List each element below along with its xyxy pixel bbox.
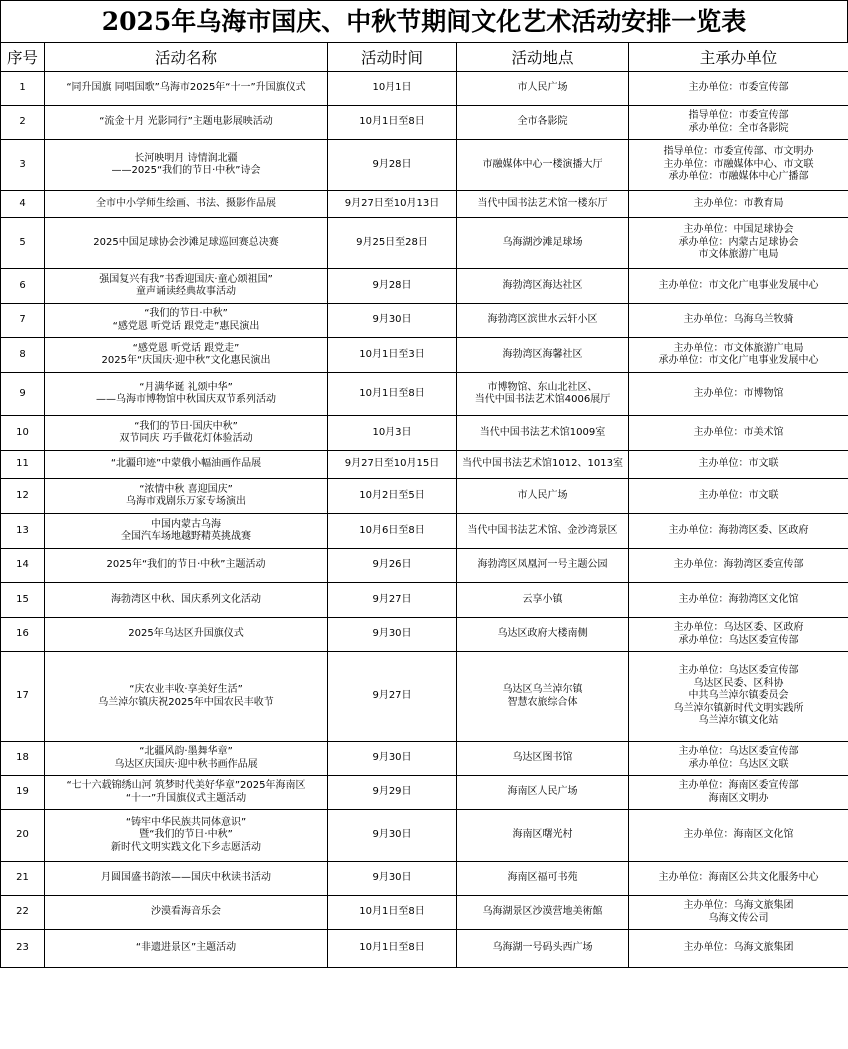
- org-line: 承办单位：全市各影院: [688, 122, 789, 134]
- table-row: [1, 451, 848, 479]
- place-line: 海勃湾区滨世水云轩小区: [487, 314, 598, 326]
- activity-name-cell: [45, 742, 328, 776]
- activity-name-cell: [45, 451, 328, 479]
- place-line: 海南区福可书苑: [507, 872, 578, 884]
- activity-name-cell: [45, 191, 328, 218]
- org-line: 主办单位：海南区公共文化服务中心: [658, 872, 819, 884]
- table-row: [1, 618, 848, 652]
- org-line: 主办单位：海勃湾区委宣传部: [673, 559, 804, 571]
- name-line: ——乌海市博物馆中秋国庆双节系列活动: [96, 394, 276, 405]
- activity-time-cell: 10月1日至8日: [328, 373, 457, 416]
- org-line: 主办单位：海勃湾区文化馆: [678, 593, 799, 605]
- row-number-cell: 5: [1, 218, 45, 269]
- org-line: 主办单位：乌达区委宣传部: [678, 746, 799, 757]
- row-number-cell: 11: [1, 451, 45, 479]
- org-line: 乌兰淖尔镇新时代文明实践所: [673, 702, 804, 714]
- place-line: 海南区人民广场: [507, 786, 578, 798]
- name-line: 沙漠看海音乐会: [151, 906, 221, 918]
- name-line: 乌兰淖尔镇庆祝2025年中国农民丰收节: [98, 696, 274, 708]
- place-line: 乌海湖沙滩足球场: [502, 236, 583, 248]
- row-number-cell: 17: [1, 652, 45, 742]
- activity-name-cell: [45, 416, 328, 451]
- row-number-cell: 8: [1, 338, 45, 373]
- place-line: 市博物馆、东山北社区、: [487, 381, 598, 393]
- org-line: 主办单位：乌海文旅集团: [683, 900, 794, 911]
- place-line: 乌海湖景区沙漠营地美術館: [482, 906, 603, 918]
- activity-time-cell: 10月1日: [328, 72, 457, 106]
- activity-place-cell: [457, 896, 629, 930]
- activity-name-cell: [45, 514, 328, 549]
- name-line: “流金十月 光影同行”主题电影展映活动: [99, 116, 273, 128]
- organizer-cell: [629, 583, 848, 618]
- organizer-cell: [629, 930, 848, 968]
- name-line: ——2025“我们的节日·中秋”诗会: [111, 165, 261, 176]
- activity-place-cell: [457, 416, 629, 451]
- row-number-cell: 21: [1, 862, 45, 896]
- activity-name-cell: [45, 618, 328, 652]
- place-line: 当代中国书法艺术馆、金沙湾景区: [467, 524, 618, 536]
- activity-name-cell: [45, 810, 328, 862]
- activity-place-cell: [457, 549, 629, 583]
- activity-name-cell: [45, 373, 328, 416]
- table-row: [1, 218, 848, 269]
- activity-name-cell: [45, 338, 328, 373]
- activity-time-cell: 9月30日: [328, 618, 457, 652]
- table-title: 2025年乌海市国庆、中秋节期间文化艺术活动安排一览表: [0, 0, 848, 42]
- org-line: 主办单位：市文化广电事业发展中心: [658, 279, 819, 291]
- organizer-cell: [629, 140, 848, 191]
- row-number-cell: 18: [1, 742, 45, 776]
- org-line: 主办单位：海勃湾区委、区政府: [668, 524, 809, 536]
- place-line: 当代中国书法艺术馆一楼东厅: [477, 197, 608, 209]
- name-line: 双节同庆 巧手做花灯体验活动: [119, 433, 253, 444]
- activity-time-cell: 9月30日: [328, 810, 457, 862]
- table-row: [1, 416, 848, 451]
- activity-name-cell: [45, 479, 328, 514]
- activity-time-cell: 9月29日: [328, 776, 457, 810]
- table-row: [1, 810, 848, 862]
- organizer-cell: [629, 862, 848, 896]
- row-number-cell: 22: [1, 896, 45, 930]
- activity-time-cell: 9月28日: [328, 269, 457, 304]
- activity-time-cell: 9月26日: [328, 549, 457, 583]
- place-line: 全市各影院: [517, 116, 568, 128]
- name-line: 2025年乌达区升国旗仪式: [128, 628, 244, 640]
- name-line: “庆农业丰收·享美好生活”: [129, 684, 243, 695]
- table-row: [1, 930, 848, 968]
- table-row: [1, 514, 848, 549]
- activity-place-cell: [457, 218, 629, 269]
- organizer-cell: [629, 451, 848, 479]
- organizer-cell: [629, 549, 848, 583]
- name-line: 海勃湾区中秋、国庆系列文化活动: [111, 593, 261, 605]
- org-line: 主办单位：市教育局: [693, 197, 784, 209]
- organizer-cell: [629, 373, 848, 416]
- activity-place-cell: [457, 451, 629, 479]
- activity-time-cell: 9月28日: [328, 140, 457, 191]
- organizer-cell: [629, 514, 848, 549]
- name-line: “十一”升国旗仪式主题活动: [125, 792, 247, 804]
- table-row: [1, 338, 848, 373]
- org-line: 主办单位：乌达区委宣传部: [678, 665, 799, 677]
- place-line: 乌达区乌兰淖尔镇: [502, 684, 583, 695]
- row-number-cell: 23: [1, 930, 45, 968]
- header-number: 序号: [1, 43, 45, 72]
- activity-place-cell: [457, 930, 629, 968]
- row-number-cell: 12: [1, 479, 45, 514]
- header-activity-name: 活动名称: [45, 43, 328, 72]
- org-line: 市文体旅游广电局: [698, 249, 779, 261]
- activity-name-cell: [45, 218, 328, 269]
- org-line: 海南区文明办: [708, 792, 769, 804]
- row-number-cell: 6: [1, 269, 45, 304]
- table-row: [1, 862, 848, 896]
- name-line: 月圆国盛书韵浓——国庆中秋读书活动: [101, 872, 271, 884]
- activity-place-cell: [457, 618, 629, 652]
- header-activity-place: 活动地点: [457, 43, 629, 72]
- row-number-cell: 13: [1, 514, 45, 549]
- activity-place-cell: [457, 373, 629, 416]
- org-line: 主办单位：乌海文旅集团: [683, 942, 794, 954]
- organizer-cell: [629, 416, 848, 451]
- name-line: 强国复兴有我”书香迎国庆·童心颂祖国”: [99, 273, 273, 285]
- table-row: [1, 304, 848, 338]
- name-line: “七十六载锦绣山河 筑梦时代美好华章”2025年海南区: [66, 780, 306, 791]
- org-line: 主办单位：乌达区委、区政府: [673, 622, 804, 633]
- table-row: [1, 373, 848, 416]
- activity-place-cell: [457, 810, 629, 862]
- name-line: 乌达区庆国庆·迎中秋书画作品展: [114, 758, 258, 770]
- activity-time-cell: 10月1日至3日: [328, 338, 457, 373]
- name-line: 乌海市戏剧乐万家专场演出: [126, 496, 246, 507]
- name-line: 2025年“我们的节日·中秋”主题活动: [106, 559, 266, 571]
- place-line: 海勃湾区海馨社区: [502, 348, 583, 360]
- org-line: 乌海文传公司: [708, 912, 769, 924]
- activity-place-cell: [457, 479, 629, 514]
- row-number-cell: 16: [1, 618, 45, 652]
- table-body: [1, 72, 848, 968]
- org-line: 主办单位：市委宣传部: [688, 82, 789, 94]
- activity-name-cell: [45, 652, 328, 742]
- table-row: [1, 72, 848, 106]
- table-row: [1, 479, 848, 514]
- org-line: 主办单位：乌海乌兰牧骑: [683, 314, 794, 326]
- org-line: 承办单位：乌达区文联: [688, 758, 789, 770]
- activity-time-cell: 9月25日至28日: [328, 218, 457, 269]
- activity-time-cell: 10月1日至8日: [328, 896, 457, 930]
- activity-place-cell: [457, 140, 629, 191]
- organizer-cell: [629, 652, 848, 742]
- place-line: 当代中国书法艺术馆1009室: [479, 426, 606, 438]
- name-line: “感党恩 听党话 跟党走”: [132, 342, 240, 354]
- place-line: 当代中国书法艺术馆1012、1013室: [462, 458, 623, 470]
- activity-place-cell: [457, 338, 629, 373]
- place-line: 海勃湾区凤凰河一号主题公园: [477, 559, 608, 571]
- activity-time-cell: 10月6日至8日: [328, 514, 457, 549]
- activity-time-cell: 10月3日: [328, 416, 457, 451]
- organizer-cell: [629, 810, 848, 862]
- activity-table: [0, 42, 848, 968]
- organizer-cell: [629, 776, 848, 810]
- row-number-cell: 20: [1, 810, 45, 862]
- org-line: 承办单位：乌达区委宣传部: [678, 634, 799, 646]
- place-line: 海南区曙光村: [512, 829, 573, 841]
- place-line: 市融媒体中心一楼演播大厅: [482, 158, 603, 170]
- name-line: 童声诵读经典故事活动: [136, 286, 236, 297]
- org-line: 指导单位：市委宣传部、市文明办: [663, 146, 814, 158]
- activity-time-cell: 10月1日至8日: [328, 106, 457, 140]
- table-row: [1, 140, 848, 191]
- name-line: “非遗进景区”主题活动: [135, 942, 237, 954]
- name-line: “感党恩 听党话 跟党走”惠民演出: [112, 320, 260, 332]
- name-line: 2025中国足球协会沙滩足球巡回赛总决赛: [93, 236, 279, 248]
- header-row: [1, 43, 848, 72]
- org-line: 指导单位：市委宣传部: [688, 110, 789, 121]
- org-line: 承办单位：内蒙古足球协会: [678, 236, 799, 248]
- row-number-cell: 14: [1, 549, 45, 583]
- name-line: “浓情中秋 喜迎国庆”: [139, 483, 233, 495]
- name-line: 新时代文明实践文化下乡志愿活动: [111, 841, 261, 853]
- name-line: “我们的节日·中秋”: [144, 308, 228, 319]
- place-line: 云享小镇: [522, 593, 563, 605]
- table-row: [1, 191, 848, 218]
- activity-place-cell: [457, 742, 629, 776]
- row-number-cell: 19: [1, 776, 45, 810]
- activity-time-cell: 9月30日: [328, 742, 457, 776]
- activity-time-cell: 10月2日至5日: [328, 479, 457, 514]
- organizer-cell: [629, 618, 848, 652]
- name-line: “北疆风韵·墨舞华章”: [139, 746, 233, 757]
- activity-place-cell: [457, 862, 629, 896]
- activity-name-cell: [45, 72, 328, 106]
- table-row: [1, 106, 848, 140]
- name-line: “铸牢中华民族共同体意识”: [125, 816, 247, 828]
- activity-name-cell: [45, 862, 328, 896]
- org-line: 乌达区民委、区科协: [693, 677, 784, 689]
- organizer-cell: [629, 218, 848, 269]
- activity-place-cell: [457, 191, 629, 218]
- activity-place-cell: [457, 776, 629, 810]
- row-number-cell: 2: [1, 106, 45, 140]
- table-row: [1, 652, 848, 742]
- activity-name-cell: [45, 140, 328, 191]
- name-line: “月满华诞 礼颂中华”: [139, 381, 233, 393]
- organizer-cell: [629, 304, 848, 338]
- activity-name-cell: [45, 930, 328, 968]
- place-line: 智慧农旅综合体: [507, 696, 578, 708]
- header-organizer: 主承办单位: [629, 43, 848, 72]
- org-line: 主办单位：市融媒体中心、市文联: [663, 158, 814, 170]
- name-line: “北疆印迹”中蒙俄小幅油画作品展: [110, 458, 262, 470]
- table-row: [1, 896, 848, 930]
- activity-name-cell: [45, 106, 328, 140]
- org-line: 主办单位：海南区委宣传部: [678, 780, 799, 791]
- activity-time-cell: 9月30日: [328, 862, 457, 896]
- activity-place-cell: [457, 652, 629, 742]
- activity-name-cell: [45, 304, 328, 338]
- name-line: “我们的节日·国庆中秋”: [134, 420, 238, 432]
- table-row: [1, 583, 848, 618]
- row-number-cell: 10: [1, 416, 45, 451]
- organizer-cell: [629, 896, 848, 930]
- org-line: 主办单位：市美术馆: [693, 426, 784, 438]
- organizer-cell: [629, 269, 848, 304]
- activity-place-cell: [457, 583, 629, 618]
- row-number-cell: 7: [1, 304, 45, 338]
- place-line: 市人民广场: [517, 82, 568, 94]
- activity-place-cell: [457, 514, 629, 549]
- org-line: 承办单位：市融媒体中心广播部: [668, 171, 809, 183]
- org-line: 主办单位：市博物馆: [693, 387, 784, 399]
- row-number-cell: 15: [1, 583, 45, 618]
- activity-place-cell: [457, 106, 629, 140]
- table-row: [1, 742, 848, 776]
- activity-time-cell: 9月30日: [328, 304, 457, 338]
- organizer-cell: [629, 479, 848, 514]
- activity-time-cell: 9月27日: [328, 583, 457, 618]
- org-line: 主办单位：海南区文化馆: [683, 829, 794, 841]
- place-line: 乌达区政府大楼南侧: [497, 628, 588, 640]
- org-line: 主办单位：中国足球协会: [683, 224, 794, 236]
- activity-name-cell: [45, 583, 328, 618]
- row-number-cell: 1: [1, 72, 45, 106]
- place-line: 乌海湖一号码头西广场: [492, 942, 593, 954]
- name-line: 2025年“庆国庆·迎中秋”文化惠民演出: [101, 355, 271, 366]
- activity-time-cell: 9月27日至10月13日: [328, 191, 457, 218]
- activity-name-cell: [45, 896, 328, 930]
- name-line: 暨“我们的节日·中秋”: [139, 829, 233, 841]
- table-row: [1, 776, 848, 810]
- name-line: 中国内蒙古乌海: [151, 518, 221, 530]
- name-line: 长河映明月 诗情润北疆: [134, 152, 238, 164]
- organizer-cell: [629, 338, 848, 373]
- org-line: 主办单位：市文联: [698, 489, 779, 501]
- row-number-cell: 3: [1, 140, 45, 191]
- activity-place-cell: [457, 304, 629, 338]
- org-line: 承办单位：市文化广电事业发展中心: [658, 355, 819, 366]
- activity-time-cell: 9月27日: [328, 652, 457, 742]
- organizer-cell: [629, 72, 848, 106]
- organizer-cell: [629, 742, 848, 776]
- activity-name-cell: [45, 269, 328, 304]
- organizer-cell: [629, 191, 848, 218]
- name-line: 全国汽车场地越野精英挑战赛: [121, 531, 251, 542]
- org-line: 主办单位：市文体旅游广电局: [673, 342, 804, 354]
- activity-time-cell: 9月27日至10月15日: [328, 451, 457, 479]
- place-line: 市人民广场: [517, 489, 568, 501]
- row-number-cell: 9: [1, 373, 45, 416]
- org-line: 乌兰淖尔镇文化站: [698, 715, 779, 727]
- activity-place-cell: [457, 269, 629, 304]
- organizer-cell: [629, 106, 848, 140]
- header-activity-time: 活动时间: [328, 43, 457, 72]
- table-row: [1, 549, 848, 583]
- activity-name-cell: [45, 776, 328, 810]
- place-line: 海勃湾区海达社区: [502, 279, 583, 291]
- name-line: 全市中小学师生绘画、书法、摄影作品展: [96, 197, 276, 209]
- table-row: [1, 269, 848, 304]
- place-line: 乌达区图书馆: [512, 752, 573, 764]
- place-line: 当代中国书法艺术馆4006展厅: [474, 394, 611, 405]
- activity-place-cell: [457, 72, 629, 106]
- org-line: 中共乌兰淖尔镇委员会: [688, 690, 789, 702]
- org-line: 主办单位：市文联: [698, 458, 779, 470]
- activity-time-cell: 10月1日至8日: [328, 930, 457, 968]
- name-line: “同升国旗 同唱国歌”乌海市2025年“十一”升国旗仪式: [66, 82, 306, 94]
- activity-name-cell: [45, 549, 328, 583]
- row-number-cell: 4: [1, 191, 45, 218]
